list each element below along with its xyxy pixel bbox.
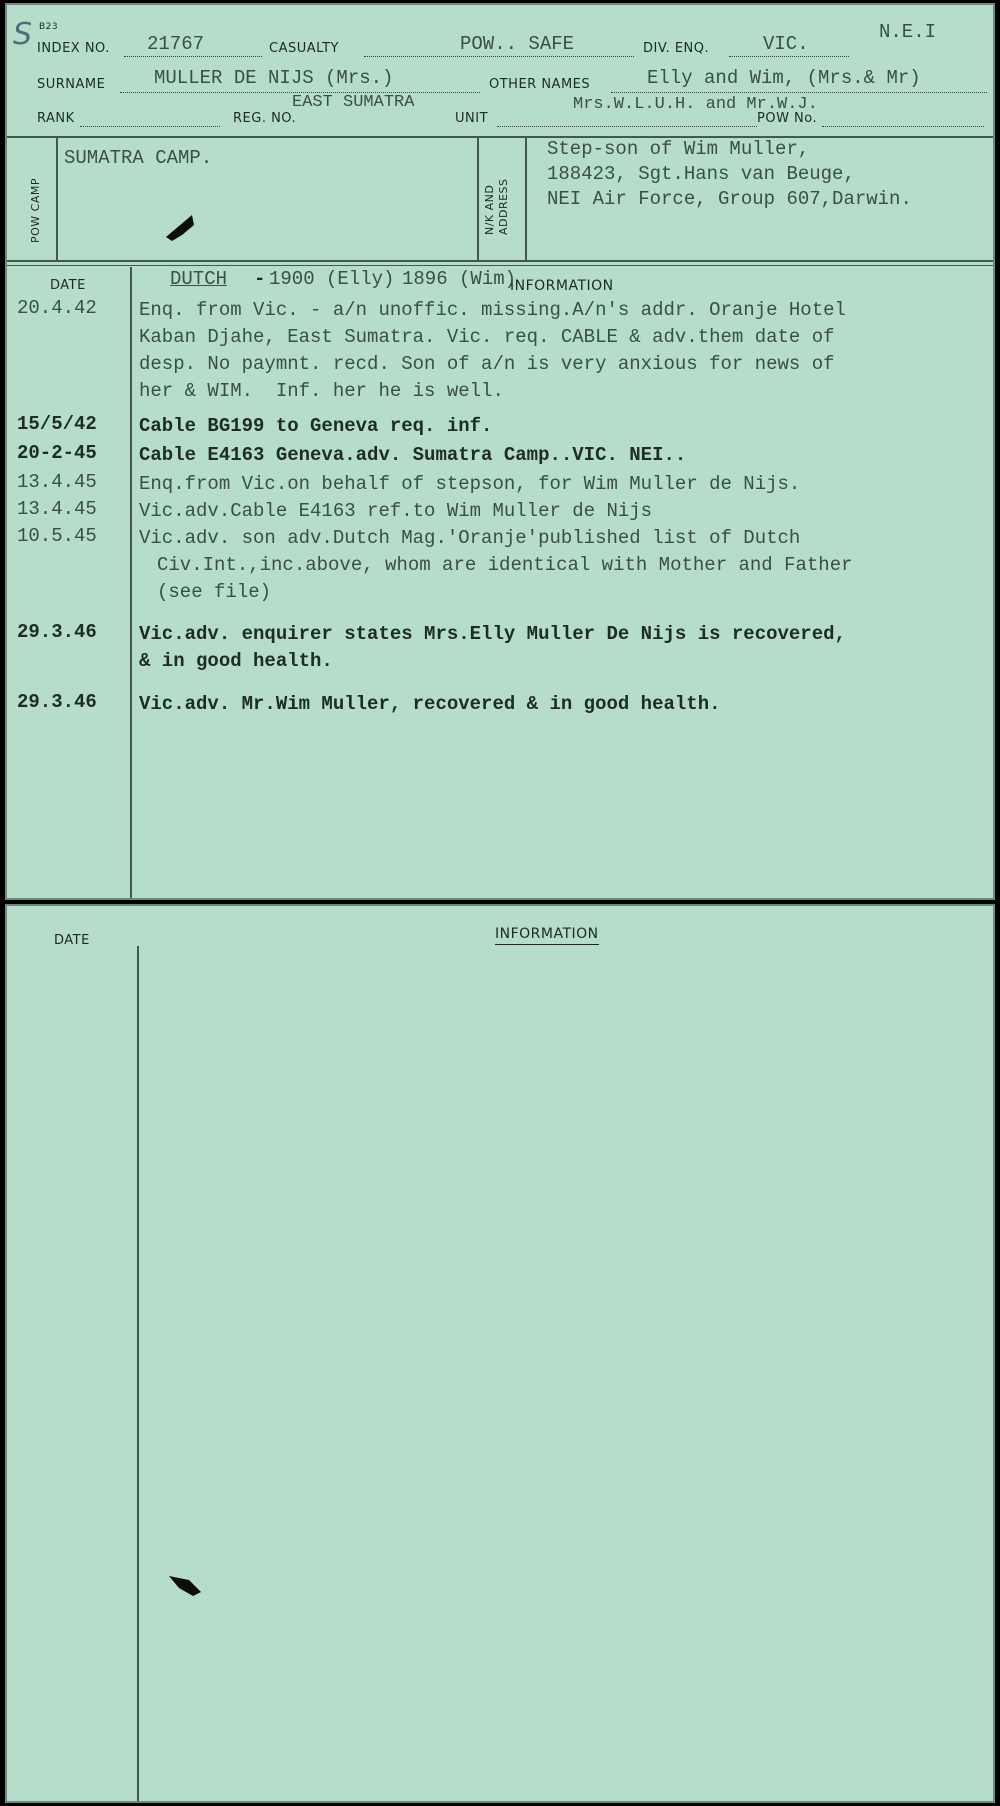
pow-camp-value: SUMATRA CAMP.	[64, 147, 213, 169]
region-code: N.E.I	[879, 21, 937, 43]
casualty-value: POW.. SAFE	[460, 33, 575, 55]
card-front: S B23 N.E.I INDEX NO. 21767 CASUALTY POW.. SAFE DIV. ENQ. VIC. SURNAME MULLER DE NIJS (Mrs.) OTHER NAMES Elly and Wim, (Mrs.& Mr) RANK REG. NO. EAST SUMATRA UNIT Mrs.W.L.U.H. and Mr.W.J. POW No. POW CAMP SUMATRA CAMP. N/K AND ADDRESS Step-son of Wim Muller, 188423, Sgt.Hans van Beuge, NEI Air Force, Group 607,Darwin. DATE INFORMATION DUTCH - 1900 (Elly) 1896 (Wim) 20.4.42 Enq. from Vic. - a/n unoffic. missing.A/n's addr. Oranje Hotel Kaban Djahe, East Sumatra. Vic. req. CABLE & adv.them date of desp. No paymnt. recd. Son of a/n is very anxious for news of her & WIM. Inf. her he is well. 15/5/42 Cable BG199 to Geneva req. inf. 20-2-45 Cable E4163 Geneva.adv. Sumatra Camp..VIC. NEI.. 13.4.45 Enq.from Vic.on behalf of stepson, for Wim Muller de Nijs. 13.4.45 Vic.adv.Cable E4163 ref.to Wim Muller de Nijs 10.5.45 Vic.adv. son adv.Dutch Mag.'Oranje'published list of Dutch Civ.Int.,inc.above, whom are identical with Mother and Father (see file) 29.3.46 Vic.adv. enquirer states Mrs.Elly Muller De Nijs is recovered, & in good health. 29.3.46 Vic.adv. Mr.Wim Muller, recovered & in good health.	[5, 3, 995, 900]
entry-text-line: Enq.from Vic.on behalf of stepson, for Wim Muller de Nijs.	[139, 473, 801, 495]
date-header: DATE	[50, 278, 86, 293]
rank-label: RANK	[37, 111, 75, 126]
entry-text-line: Kaban Djahe, East Sumatra. Vic. req. CABLE & adv.them date of	[139, 326, 835, 348]
div-enq-value: VIC.	[763, 33, 809, 55]
nk-address-line-2: 188423, Sgt.Hans van Beuge,	[547, 163, 855, 185]
unit-label: UNIT	[455, 111, 489, 126]
other-names-label: OTHER NAMES	[489, 77, 591, 92]
entry-text-line: Cable BG199 to Geneva req. inf.	[139, 415, 493, 437]
birth-wim-value: 1896 (Wim)	[402, 268, 517, 290]
information-header: INFORMATION	[510, 278, 614, 294]
corner-small-label: B23	[39, 22, 59, 32]
entry-date: 29.3.46	[17, 691, 97, 713]
unit-value: EAST SUMATRA	[292, 93, 415, 112]
surname-label: SURNAME	[37, 77, 106, 92]
unit-extra-value: Mrs.W.L.U.H. and Mr.W.J.	[573, 95, 818, 114]
entry-text-line: & in good health.	[139, 650, 333, 672]
nk-address-line-3: NEI Air Force, Group 607,Darwin.	[547, 188, 912, 210]
entry-date: 10.5.45	[17, 525, 97, 547]
surname-value: MULLER DE NIJS (Mrs.)	[154, 67, 394, 89]
entry-date: 20-2-45	[17, 442, 97, 464]
entry-text-line: her & WIM. Inf. her he is well.	[139, 380, 504, 402]
nk-address-label: N/K AND	[483, 184, 496, 235]
entry-text-line: Cable E4163 Geneva.adv. Sumatra Camp..VIC. NEI..	[139, 444, 687, 466]
entry-text-line: Vic.adv. Mr.Wim Muller, recovered & in good health.	[139, 693, 721, 715]
back-date-header: DATE	[54, 933, 90, 948]
entry-text-line: Enq. from Vic. - a/n unoffic. missing.A/n's addr. Oranje Hotel	[139, 299, 846, 321]
pow-no-label: POW No.	[757, 111, 818, 126]
nk-address-label-line2: ADDRESS	[497, 178, 510, 235]
entry-text-line: desp. No paymnt. recd. Son of a/n is very anxious for news of	[139, 353, 835, 375]
casualty-label: CASUALTY	[269, 41, 339, 56]
entry-date: 15/5/42	[17, 413, 97, 435]
entry-text-line: Civ.Int.,inc.above, whom are identical with Mother and Father	[157, 554, 853, 576]
birth-elly-value: 1900 (Elly)	[269, 268, 395, 290]
pow-camp-label: POW CAMP	[29, 178, 42, 243]
index-no-label: INDEX NO.	[37, 41, 110, 56]
entry-text-line: Vic.adv. enquirer states Mrs.Elly Muller De Nijs is recovered,	[139, 623, 846, 645]
nationality-value: DUTCH	[170, 268, 228, 290]
ink-blot-icon	[167, 1570, 203, 1600]
ink-blot-icon	[162, 213, 198, 243]
other-names-value: Elly and Wim, (Mrs.& Mr)	[647, 67, 921, 89]
div-enq-label: DIV. ENQ.	[643, 41, 710, 56]
entry-date: 13.4.45	[17, 498, 97, 520]
card-back	[5, 904, 995, 1803]
entry-text-line: Vic.adv. son adv.Dutch Mag.'Oranje'published list of Dutch	[139, 527, 801, 549]
entry-date: 29.3.46	[17, 621, 97, 643]
entry-text-line: Vic.adv.Cable E4163 ref.to Wim Muller de Nijs	[139, 500, 653, 522]
entry-text-line: (see file)	[157, 581, 272, 603]
reg-no-label: REG. NO.	[233, 111, 297, 126]
entry-date: 20.4.42	[17, 297, 97, 319]
corner-mark: S	[13, 17, 33, 52]
back-information-header: INFORMATION	[495, 926, 599, 945]
index-no-value: 21767	[147, 33, 205, 55]
entry-date: 13.4.45	[17, 471, 97, 493]
nk-address-line-1: Step-son of Wim Muller,	[547, 138, 810, 160]
